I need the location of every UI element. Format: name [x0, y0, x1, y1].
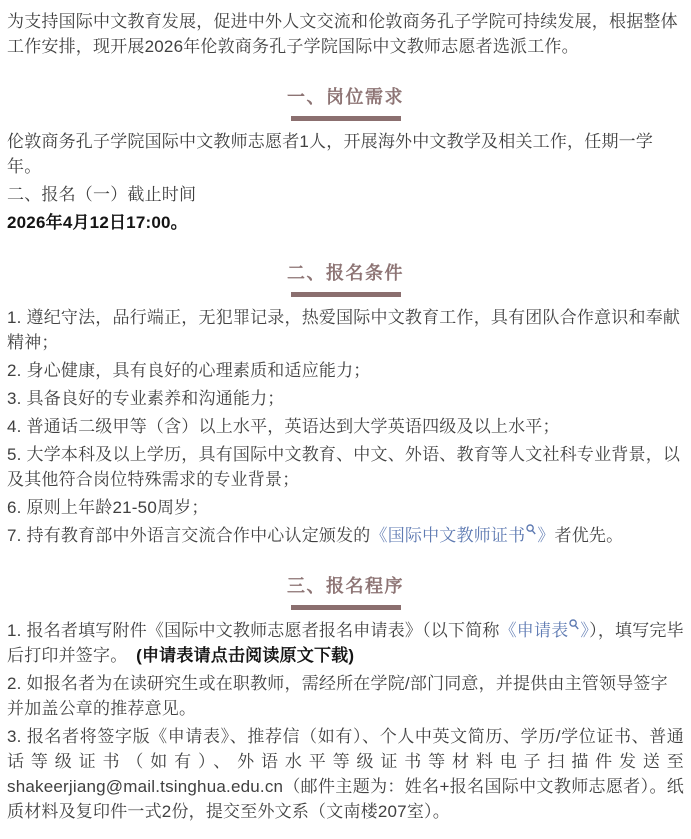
text-segment: ），填写完毕后打印并签字。 — [7, 621, 684, 665]
section-heading-procedure — [7, 574, 684, 610]
email-address: shakeerjiang@mail.tsinghua.edu.cn — [7, 777, 284, 796]
link-text: 《申请表 — [499, 621, 569, 640]
heading-underline-bar — [291, 116, 401, 121]
heading-underline-bar — [291, 292, 401, 297]
text-segment: 者优先。 — [554, 526, 624, 545]
position-description: 伦敦商务孔子学院国际中文教师志愿者1人，开展海外中文教学及相关工作，任期一学年。 — [7, 132, 654, 176]
search-icon — [569, 619, 579, 630]
requirement-item-6: 6. 原则上年龄21-50周岁； — [7, 498, 209, 517]
procedure-item-1 — [7, 618, 684, 668]
certificate-link[interactable] — [371, 526, 555, 545]
deadline-value: 2026年4月12日17:00。 — [7, 213, 188, 232]
procedure-item-3 — [7, 724, 684, 824]
requirement-item-3: 3. 具备良好的专业素养和沟通能力； — [7, 389, 285, 408]
section-title-positions: 一、岗位需求 — [287, 87, 404, 107]
link-text: 》 — [537, 526, 555, 545]
deadline-label: 二、报名（一）截止时间 — [7, 185, 197, 204]
heading-underline-bar — [291, 605, 401, 610]
requirement-item-5: 5. 大学本科及以上学历，具有国际中文教育、中文、外语、教育等人文社科专业背景，以及其他符合岗位特殊需求的专业背景； — [7, 445, 681, 489]
section-heading-requirements — [7, 261, 684, 297]
section-title-requirements: 二、报名条件 — [287, 263, 404, 283]
section-heading-positions — [7, 85, 684, 121]
text-segment: （邮件主题为：姓名+报名国际中文教师志愿者）。纸质材料及复印件一式2份，提交至外文系（文南楼207室）。 — [7, 777, 684, 821]
download-note: (申请表请点击阅读原文下载) — [118, 646, 355, 665]
search-icon — [526, 524, 536, 535]
requirement-item-7 — [7, 523, 684, 548]
application-form-link[interactable] — [500, 621, 590, 640]
intro-paragraph: 为支持国际中文教育发展，促进中外人文交流和伦敦商务孔子学院可持续发展，根据整体工作安排，现开展2026年伦敦商务孔子学院国际中文教师志愿者选派工作。 — [7, 12, 678, 56]
section-title-procedure: 三、报名程序 — [287, 576, 404, 596]
link-text: 》 — [580, 621, 590, 640]
text-segment: 7. 持有教育部中外语言交流合作中心认定颁发的 — [7, 526, 371, 545]
requirement-item-1: 1. 遵纪守法，品行端正，无犯罪记录，热爱国际中文教育工作，具有团队合作意识和奉献精神； — [7, 308, 681, 352]
requirement-item-2: 2. 身心健康，具有良好的心理素质和适应能力； — [7, 361, 371, 380]
text-segment: 1. 报名者填写附件《国际中文教师志愿者报名申请表》（以下简称 — [7, 621, 500, 640]
procedure-item-2: 2. 如报名者为在读研究生或在职教师，需经所在学院/部门同意，并提供由主管领导签字并加盖公章的推荐意见。 — [7, 674, 668, 718]
requirement-item-4: 4. 普通话二级甲等（含）以上水平，英语达到大学英语四级及以上水平； — [7, 417, 560, 436]
link-text: 《国际中文教师证书 — [370, 526, 526, 545]
text-segment: 3. 报名者将签字版《申请表》、推荐信（如有）、个人中英文简历、学历/学位证书、普通话等级证书（如有）、外语水平等级证书等材料电子扫描件发送至 — [7, 727, 684, 771]
